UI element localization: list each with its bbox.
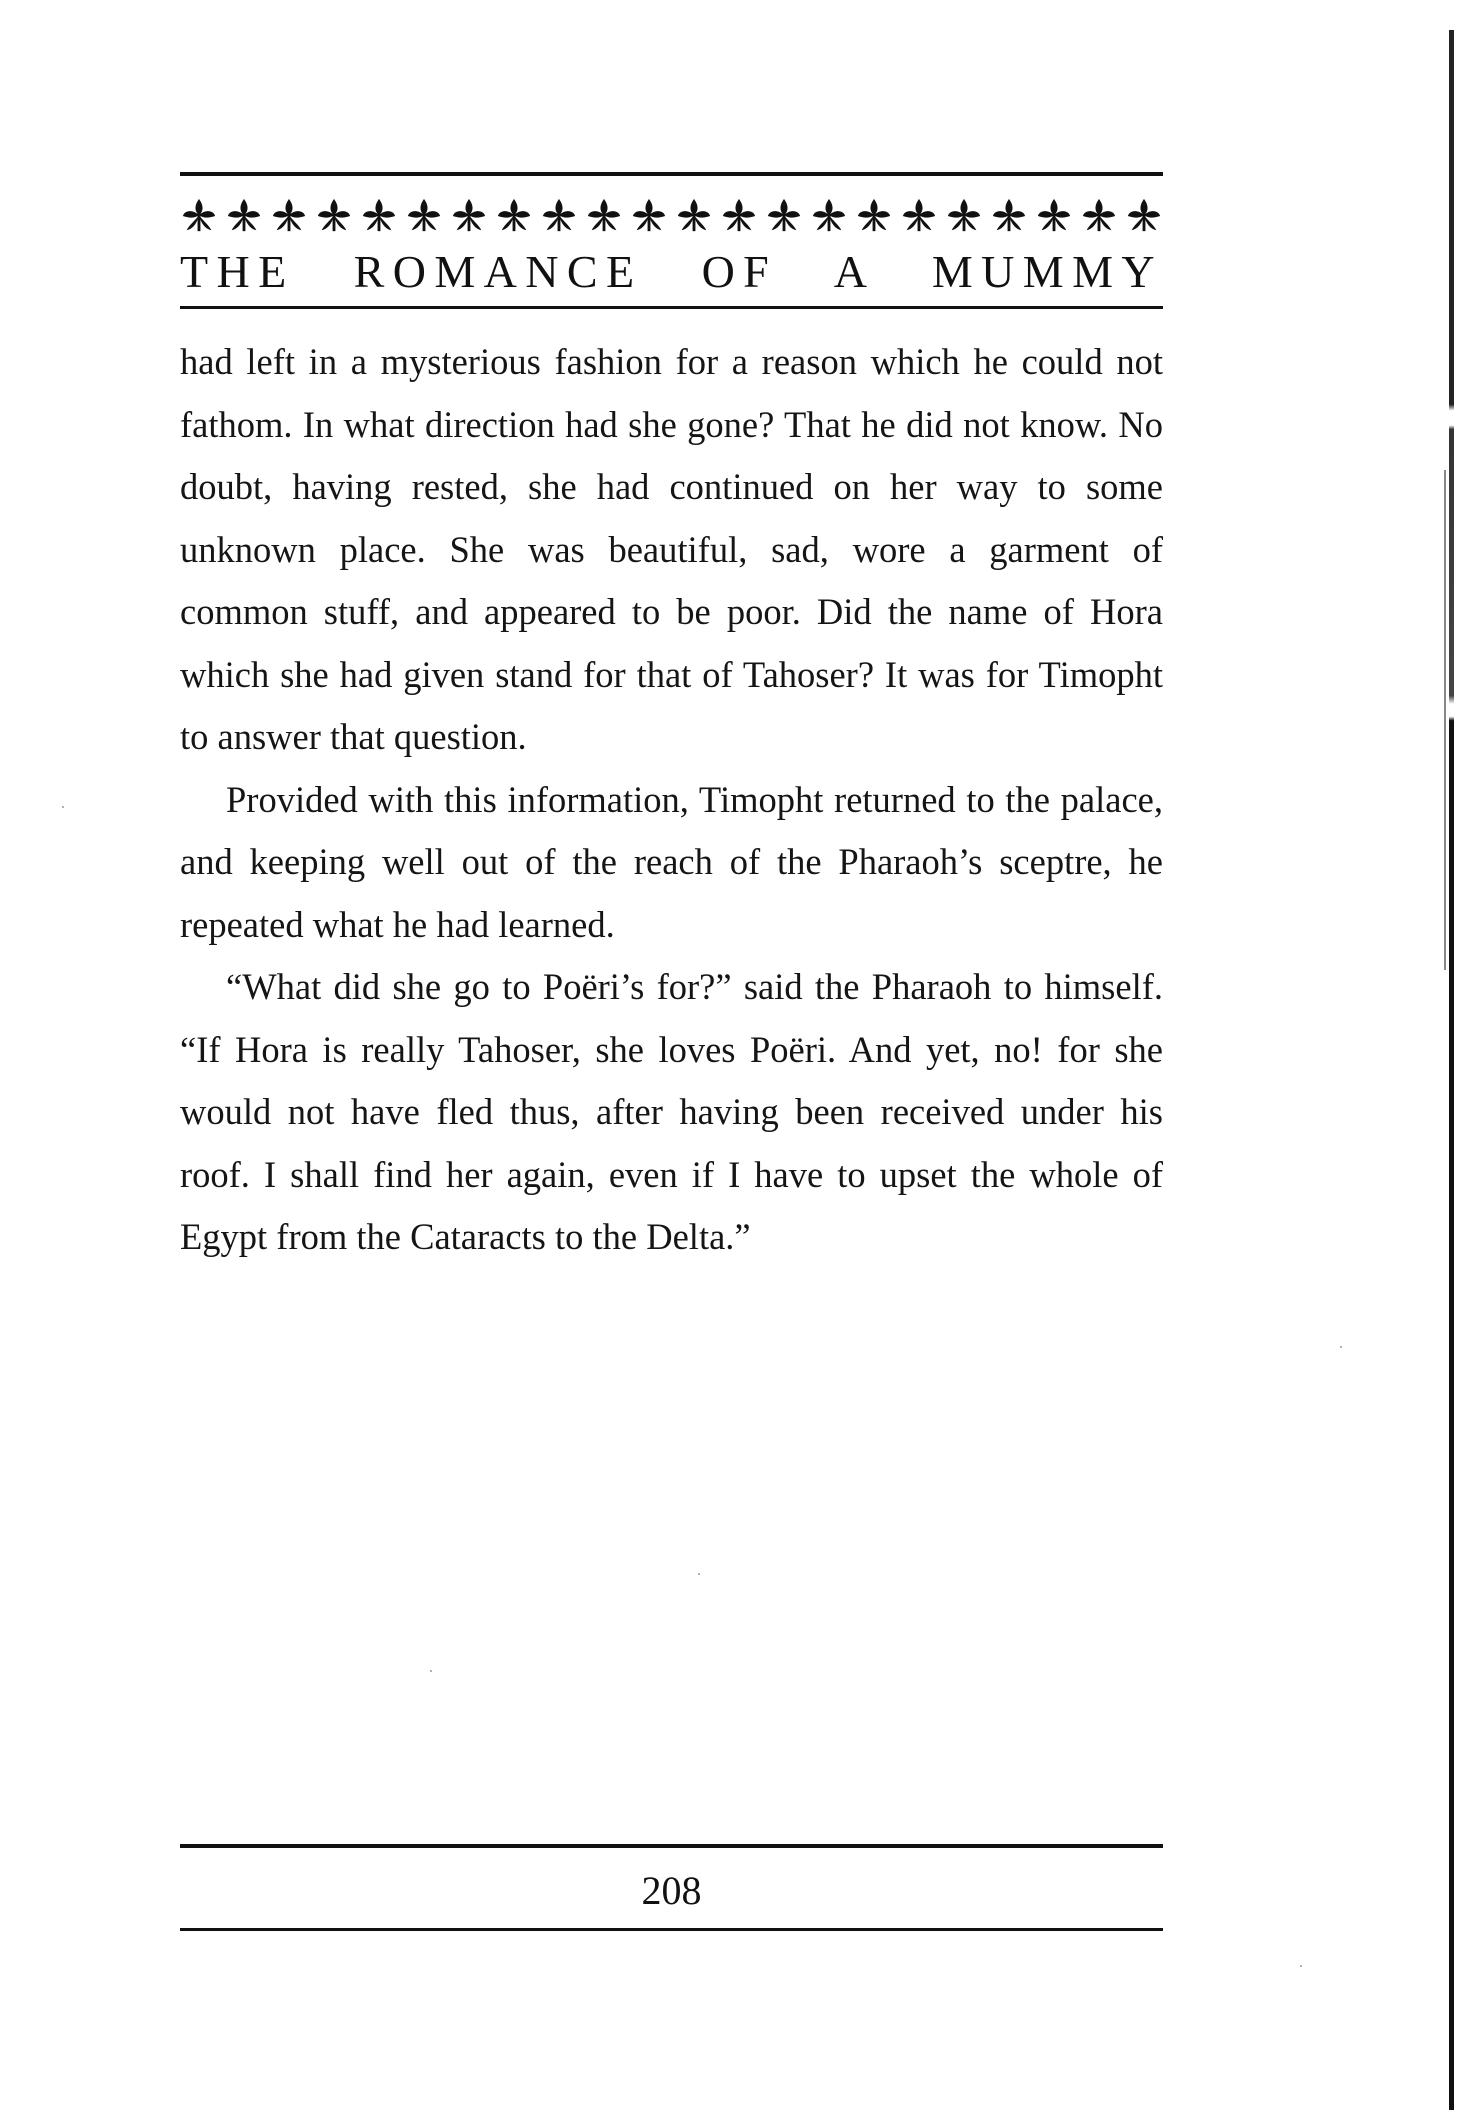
fleuron-icon xyxy=(675,195,713,235)
fleuron-icon xyxy=(270,195,308,235)
paper-speck xyxy=(698,1573,700,1575)
footer-bottom-rule xyxy=(180,1928,1163,1931)
header-top-rule xyxy=(180,172,1163,176)
fleuron-icon xyxy=(225,195,263,235)
header-bottom-rule xyxy=(180,306,1163,309)
running-head: THE ROMANCE OF A MUMMY xyxy=(180,246,1163,297)
fleuron-icon xyxy=(540,195,578,235)
fleuron-icon xyxy=(1035,195,1073,235)
fleuron-icon xyxy=(360,195,398,235)
fleuron-icon xyxy=(765,195,803,235)
fleuron-icon xyxy=(945,195,983,235)
paper-speck xyxy=(1340,1346,1342,1348)
ornament-band xyxy=(180,190,1163,240)
fleuron-icon xyxy=(495,195,533,235)
paper-speck xyxy=(430,1670,432,1672)
paragraph-continued: had left in a mysterious fashion for a reason which he could not fathom. In what direction had she gone? That he did not know. No doubt, having rested, she had continued on her way to some unknown place. She was beautiful, sad, wore a garment of common stuff, and appeared to be poor. Did the name of Hora which she had given stand for that of Tahoser? It was for Timopht to answer that question. xyxy=(180,341,1163,757)
paragraph: Provided with this information, Timopht returned to the palace, and keeping well out of the reach of the Pharaoh’s sceptre, he repeated what he had learned. xyxy=(180,778,1163,945)
paper-speck xyxy=(1300,1965,1302,1967)
fleuron-icon xyxy=(180,195,218,235)
fleuron-icon xyxy=(900,195,938,235)
fleuron-icon xyxy=(405,195,443,235)
paper-speck xyxy=(62,806,64,808)
fleuron-icon xyxy=(315,195,353,235)
page-binding-edge xyxy=(1449,30,1454,2110)
fleuron-icon xyxy=(855,195,893,235)
body-text xyxy=(180,331,1163,1269)
paragraph: “What did she go to Poëri’s for?” said the Pharaoh to himself. “If Hora is really Tahoser, she loves Poëri. And yet, no! for she would not have fled thus, after having been received under his roof. I shall find her again, even if I have to upset the whole of Egypt from the Cataracts to the Delta.” xyxy=(180,966,1163,1257)
fleuron-icon xyxy=(450,195,488,235)
fleuron-icon xyxy=(990,195,1028,235)
page-binding-shadow xyxy=(1444,470,1446,970)
fleuron-icon xyxy=(810,195,848,235)
fleuron-icon xyxy=(630,195,668,235)
fleuron-icon xyxy=(720,195,758,235)
page-number: 208 xyxy=(641,1868,702,1913)
fleuron-icon xyxy=(585,195,623,235)
fleuron-icon xyxy=(1080,195,1118,235)
footer-top-rule xyxy=(180,1844,1163,1848)
fleuron-icon xyxy=(1125,195,1163,235)
